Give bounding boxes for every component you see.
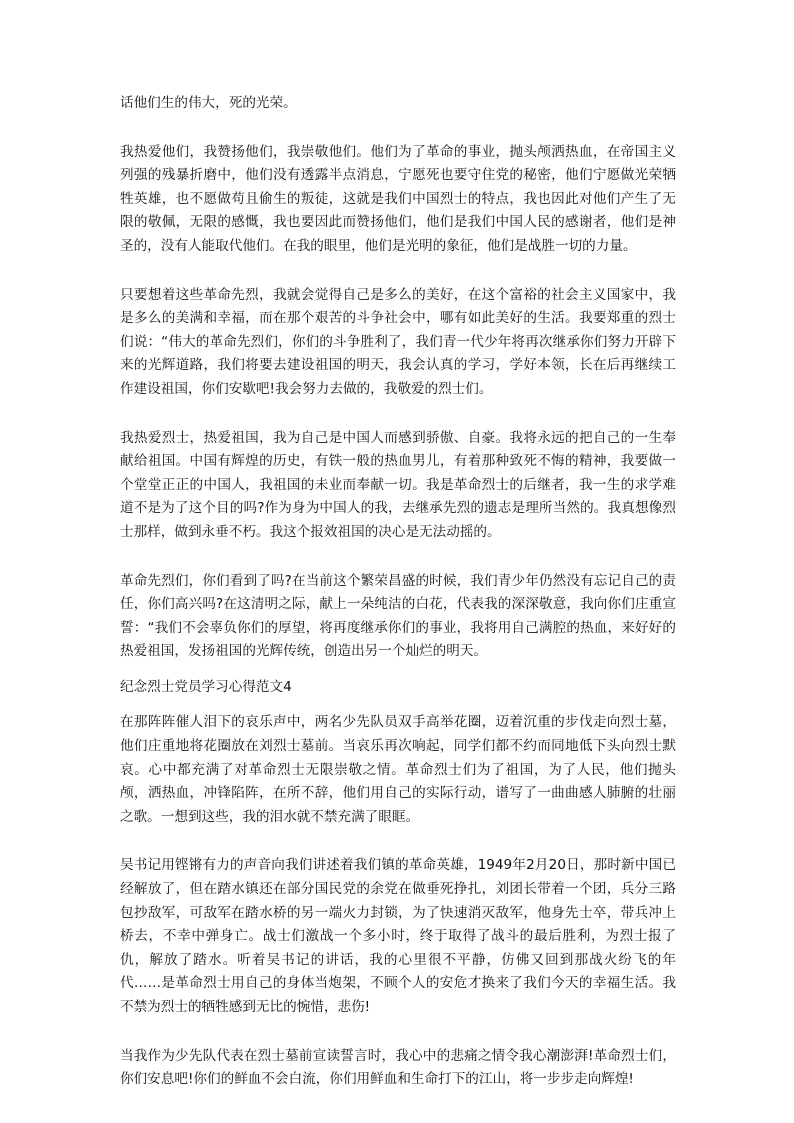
paragraph-4: 我热爱烈士，热爱祖国，我为自己是中国人而感到骄傲、自豪。我将永远的把自己的一生奉献给祖国。中国有辉煌的历史，有铁一般的热血男儿，有着那种致死不悔的精神，我要做一个堂堂正正的中国人，我祖国的未业而奉献一切。我是革命烈士的后继者，我一生的求学难道不是为了这个目的吗?作为身为中国人的我，去继承先烈的遗志是理所当然的。我真想像烈士那样，做到永垂不朽。我这个报效祖国的决心是无法动摇的。 [120, 429, 676, 540]
paragraph-spacer [120, 699, 676, 711]
paragraph-spacer [120, 664, 676, 676]
paragraph-7: 吴书记用铿锵有力的声音向我们讲述着我们镇的革命英雄，1949年2月20日，那时新中国已经解放了，但在踏水镇还在部分国民党的余党在做垂死挣扎，刘团长带着一个团，兵分三路包抄敌军，可敌军在踏水桥的另一端火力封锁，为了快速消灭敌军，他身先士卒，带兵冲上桥去，不幸中弹身亡。战士们激战一个多小时，终于取得了战斗的最后胜利，为烈士报了仇，解放了踏水。听着吴书记的讲话，我的心里很不平静，仿佛又回到那战火纷飞的年代……是革命烈士用自己的身体当炮架，不顾个人的安危才换来了我们今天的幸福生活。我不禁为烈士的牺牲感到无比的惋惜，悲伤! [120, 857, 676, 1015]
paragraph-1: 话他们生的伟大，死的光荣。 [120, 95, 297, 111]
paragraph-spacer [120, 402, 676, 427]
paragraph-6: 在那阵阵催人泪下的哀乐声中，两名少先队员双手高举花圈，迈着沉重的步伐走向烈士墓，他们庄重地将花圈放在刘烈士墓前。当哀乐再次响起，同学们都不约而同地低下头向烈士默哀。心中都充满了对革命烈士无限崇敬之情。革命烈士们为了祖国，为了人民，他们抛头颅，洒热血，冲锋陷阵，在所不辞，他们用自己的实际行动，谱写了一曲曲感人肺腑的壮丽之歌。一想到这些，我的泪水就不禁充满了眼眶。 [120, 714, 676, 825]
paragraph-5: 革命先烈们，你们看到了吗?在当前这个繁荣昌盛的时候，我们青少年仍然没有忘记自己的责任，你们高兴吗?在这清明之际，献上一朵纯洁的白花，代表我的深深敬意，我向你们庄重宣誓：“我们不会辜负你们的厚望，将再度继承你们的事业，我将用自己满腔的热血，来好好的热爱祖国，发扬祖国的光辉传统，创造出另一个灿烂的明天。 [120, 572, 676, 660]
paragraph-3: 只要想着这些革命先烈，我就会觉得自己是多么的美好，在这个富裕的社会主义国家中，我是多么的美满和幸福，而在那个艰苦的斗争社会中，哪有如此美好的生活。我要郑重的烈士们说：“伟大的革命先烈们，你们的斗争胜利了，我们青一代少年将再次继承你们努力开辟下来的光辉道路，我们将要去建设祖国的明天，我会认真的学习，学好本领，长在后再继续工作建设祖国，你们安歇吧!我会努力去做的，我敬爱的烈士们。 [120, 286, 676, 397]
paragraph-2: 我热爱他们，我赞扬他们，我崇敬他们。他们为了革命的事业，抛头颅洒热血，在帝国主义列强的残暴折磨中，他们没有透露半点消息，宁愿死也要守住党的秘密，他们宁愿做光荣牺牲英雄，也不愿做苟且偷生的叛徒，这就是我们中国烈士的特点，我也因此对他们产生了无限的敬佩，无限的感慨，我也要因此而赞扬他们，他们是我们中国人民的感谢者，他们是神圣的，没有人能取代他们。在我的眼里，他们是光明的象征，他们是战胜一切的力量。 [120, 143, 676, 254]
document-page [120, 92, 676, 1092]
paragraph-spacer [120, 1020, 676, 1045]
paragraph-spacer [120, 116, 676, 141]
paragraph-spacer [120, 829, 676, 854]
paragraph-8: 当我作为少先队代表在烈士墓前宣读誓言时，我心中的悲痛之情令我心潮澎湃!革命烈士们，你们安息吧!你们的鲜血不会白流，你们用鲜血和生命打下的江山，将一步步走向辉煌! [120, 1047, 676, 1088]
section-heading: 纪念烈士党员学习心得范文4 [120, 678, 292, 695]
paragraph-spacer [120, 259, 676, 284]
paragraph-spacer [120, 545, 676, 570]
